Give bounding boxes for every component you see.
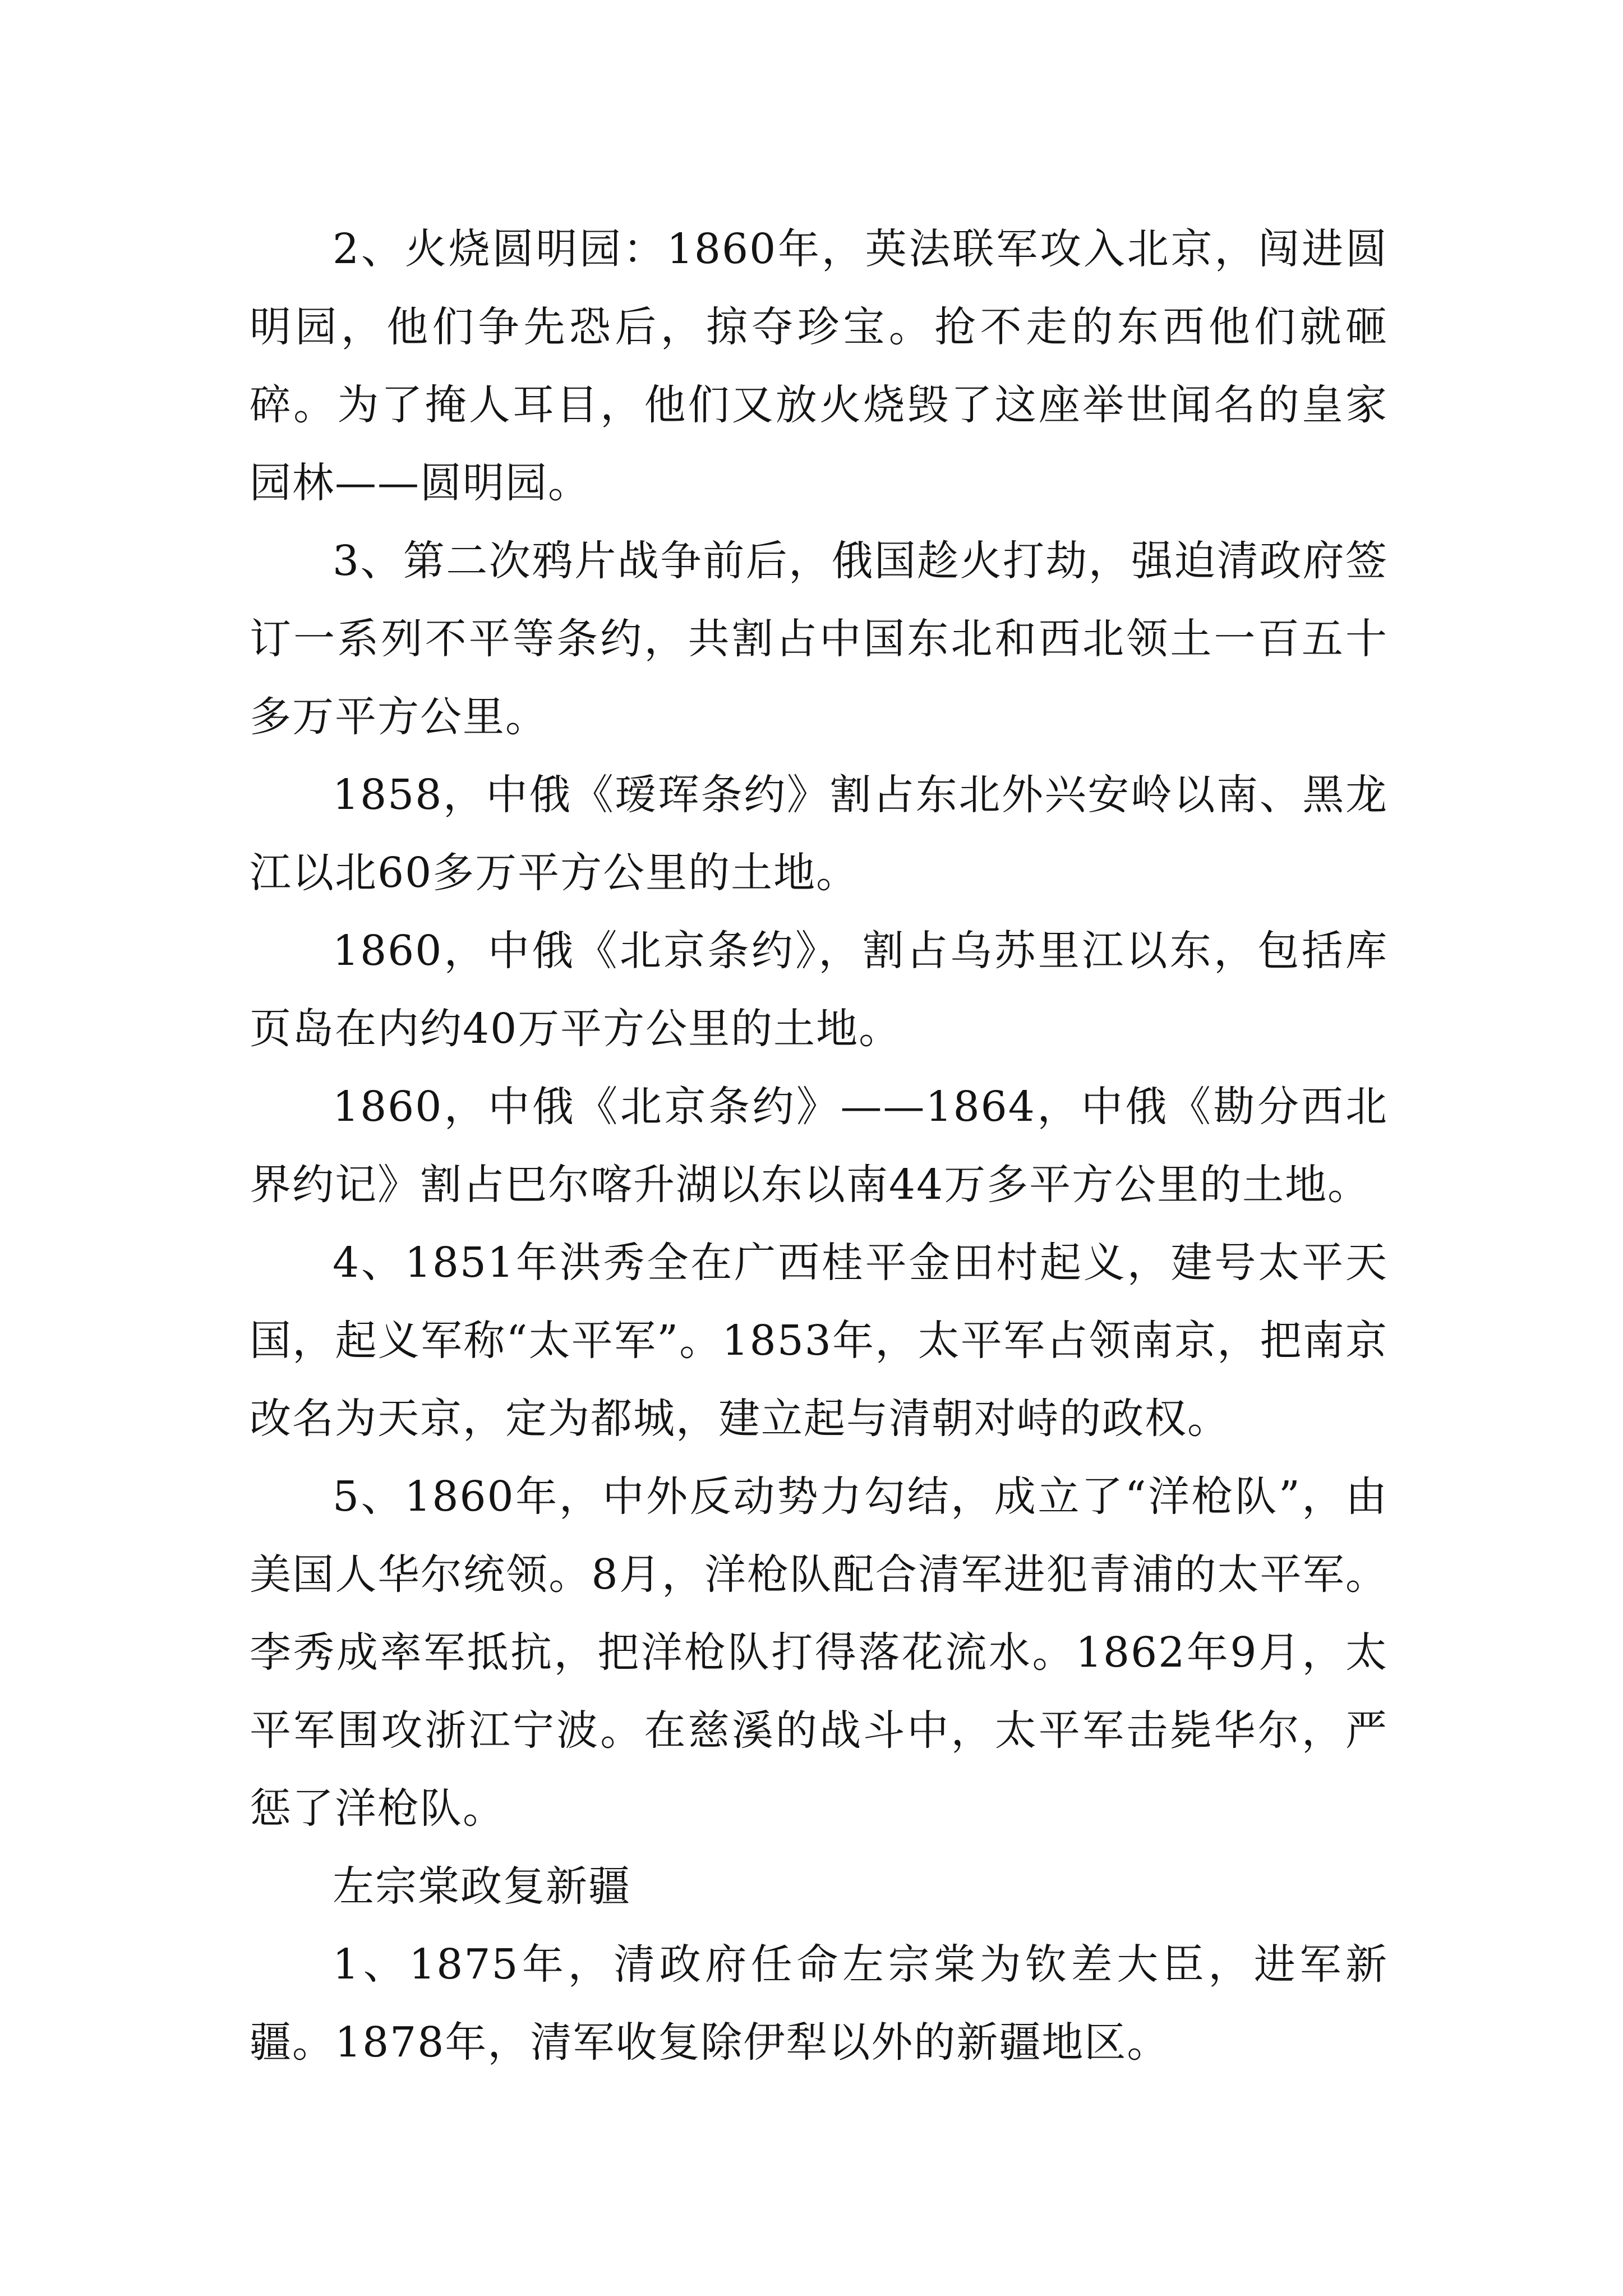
paragraph-yuanmingyuan: 2、火烧圆明园：1860年，英法联军攻入北京，闯进圆明园，他们争先恐后，掠夺珍宝。抢不走的东西他们就砸碎。为了掩人耳目，他们又放火烧毁了这座举世闻名的皇家园林——圆明园。 [250,225,1388,507]
paragraph-northwest-boundary: 1860，中俄《北京条约》——1864，中俄《勘分西北界约记》割占巴尔喀升湖以东以南44万多平方公里的土地。 [250,1083,1388,1209]
paragraph-taiping-uprising: 4、1851年洪秀全在广西桂平金田村起义，建号太平天国，起义军称“太平军”。1853年，太平军占领南京，把南京改名为天京，定为都城，建立起与清朝对峙的政权。 [250,1239,1388,1443]
paragraph-zuo-zongtang: 1、1875年，清政府任命左宗棠为钦差大臣，进军新疆。1878年，清军收复除伊犁以外的新疆地区。 [250,1940,1388,2067]
paragraph-ever-victorious-army: 5、1860年，中外反动势力勾结，成立了“洋枪队”，由美国人华尔统领。8月，洋枪队配合清军进犯青浦的太平军。李秀成率军抵抗，把洋枪队打得落花流水。1862年9月，太平军围攻浙江宁波。在慈溪的战斗中，太平军击毙华尔，严惩了洋枪队。 [250,1473,1388,1833]
paragraph-aigun-treaty: 1858，中俄《瑷珲条约》割占东北外兴安岭以南、黑龙江以北60多万平方公里的土地。 [250,771,1388,897]
document-body [250,210,1388,2082]
paragraph-russia-treaties: 3、第二次鸦片战争前后，俄国趁火打劫，强迫清政府签订一系列不平等条约，共割占中国东北和西北领土一百五十多万平方公里。 [250,537,1388,741]
paragraph-beijing-treaty: 1860，中俄《北京条约》，割占乌苏里江以东，包括库页岛在内约40万平方公里的土地。 [250,927,1388,1053]
section-heading-xinjiang: 左宗棠政复新疆 [333,1862,631,1911]
